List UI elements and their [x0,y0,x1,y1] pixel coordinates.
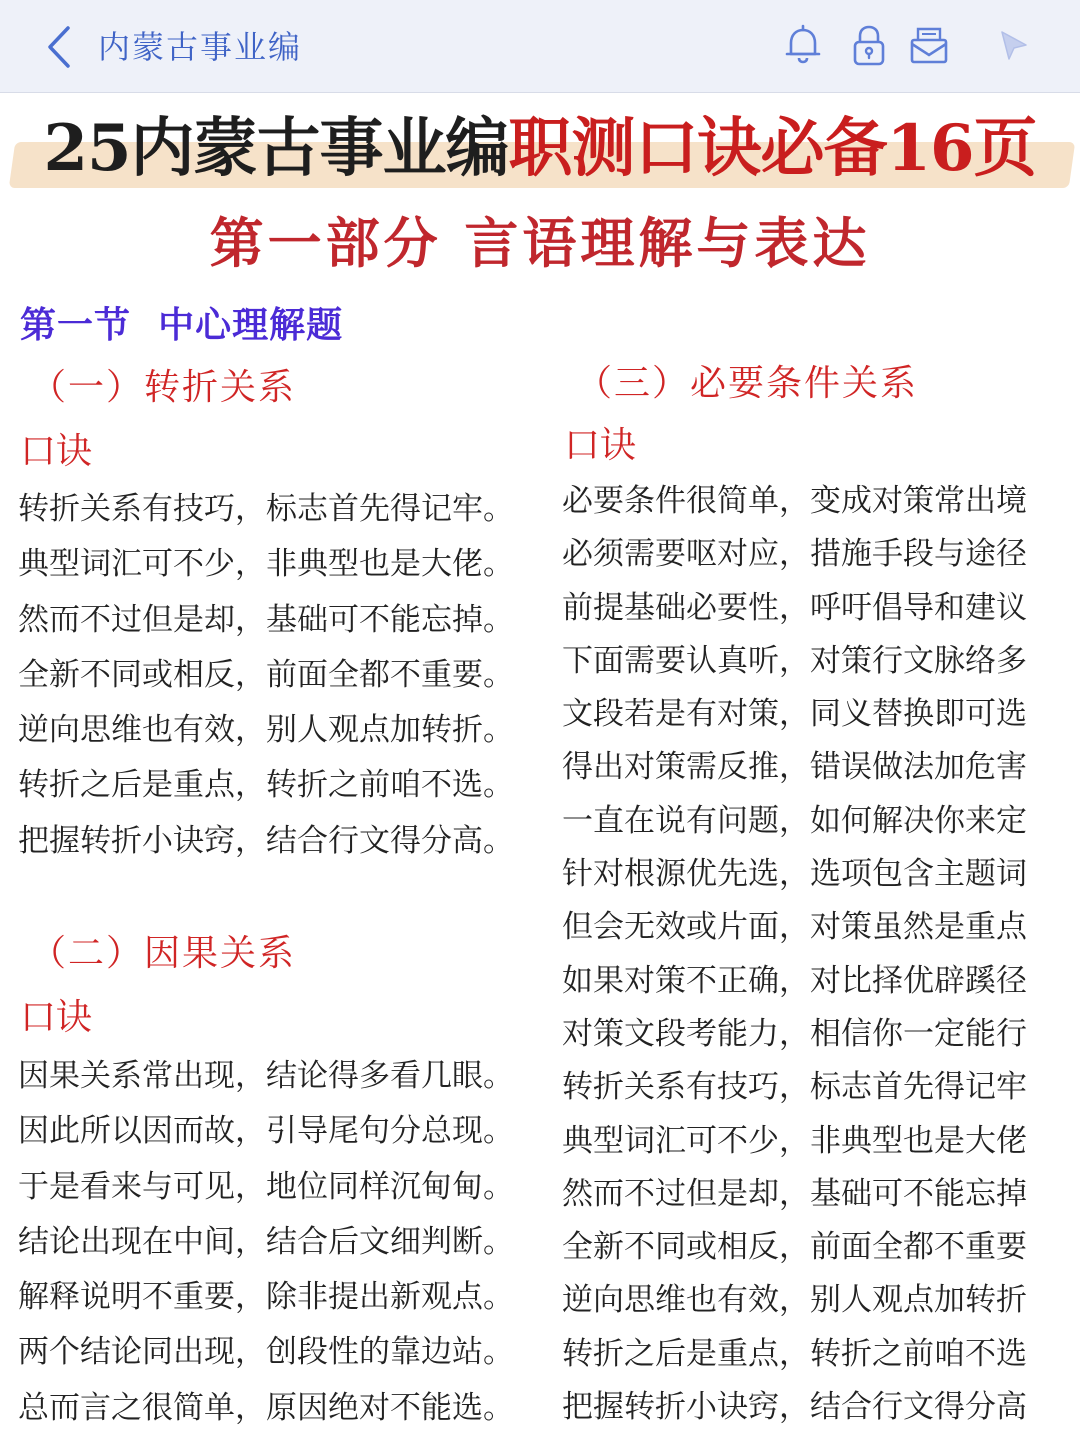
verse-line: 两个结论同出现，创段性的靠边站。 [18,1334,514,1371]
verse-line: 但会无效或片面，对策虽然是重点 [562,909,1027,946]
heading-causal: （二）因果关系 [30,933,297,974]
verse-line: 针对根源优先选，选项包含主题词 [562,856,1027,893]
verse-line: 转折之后是重点，转折之前咱不选。 [18,767,514,804]
verse-line: 解释说明不重要，除非提出新观点。 [18,1279,514,1316]
verse-line: 如果对策不正确，对比择优辟蹊径 [562,962,1027,999]
main-title-part1: 25内蒙古事业编 [43,111,509,186]
lock-button[interactable] [846,22,892,68]
verse-line: 对策文段考能力，相信你一定能行 [562,1015,1027,1052]
back-button[interactable] [40,22,84,72]
verse-line: 逆向思维也有效，别人观点加转折。 [18,712,514,749]
mnemonic-label: 口诀 [20,997,93,1038]
mail-icon [906,22,952,68]
verse-line: 因果关系常出现，结论得多看几眼。 [18,1058,514,1094]
verse-line: 文段若是有对策，同义替换即可选 [562,696,1027,733]
mnemonic-label: 口诀 [20,431,93,472]
verse-line: 全新不同或相反，前面全都不重要 [562,1229,1027,1266]
verse-line: 然而不过但是却，基础可不能忘掉。 [18,601,514,638]
verse-line: 典型词汇可不少，非典型也是大佬。 [18,546,514,583]
verse-line: 总而言之很简单，原因绝对不能选。 [18,1389,514,1426]
verse-line: 典型词汇可不少，非典型也是大佬 [562,1122,1027,1159]
verse-line: 因此所以因而故，引导尾句分总现。 [18,1113,514,1150]
causal-verse-list [18,1049,514,1436]
verse-line: 逆向思维也有效，别人观点加转折 [562,1282,1027,1319]
bell-icon [780,22,826,68]
top-navigation-bar [0,0,1080,93]
send-button[interactable] [990,22,1036,68]
section-title: 第一节 中心理解题 [20,305,344,346]
back-icon [40,22,84,72]
heading-transition: （一）转折关系 [30,367,297,408]
verse-line: 转折之后是重点，转折之前咱不选 [562,1335,1027,1372]
verse-line: 然而不过但是却，基础可不能忘掉 [562,1175,1027,1212]
main-title-part2: 职测口诀必备16页 [508,111,1037,186]
heading-necessary-condition: （三）必要条件关系 [576,363,919,404]
notification-button[interactable] [780,22,826,68]
verse-line: 前提基础必要性，呼吁倡导和建议 [562,589,1027,626]
mnemonic-label: 口诀 [564,425,637,466]
verse-line: 结论出现在中间，结合后文细判断。 [18,1223,514,1260]
verse-line: 转折关系有技巧，标志首先得记牢。 [18,491,514,527]
mail-button[interactable] [906,22,952,68]
verse-line: 转折关系有技巧，标志首先得记牢 [562,1069,1027,1106]
verse-line: 把握转折小诀窍，结合行文得分高。 [18,822,514,859]
verse-line: 得出对策需反推，错误做法加危害 [562,749,1027,786]
verse-line: 必要条件很简单，变成对策常出境 [562,483,1027,519]
verse-line: 一直在说有问题，如何解决你来定 [562,802,1027,839]
verse-line: 把握转折小诀窍，结合行文得分高 [562,1389,1027,1426]
transition-verse-list [18,482,514,869]
verse-line: 下面需要认真听，对策行文脉络多 [562,642,1027,679]
nav-title: 内蒙古事业编 [98,28,303,66]
send-icon [990,22,1036,68]
necessary-condition-verse-list [562,475,1027,1434]
part-title: 第一部分 言语理解与表达 [209,212,871,275]
main-title [0,104,1080,194]
verse-line: 必须需要呕对应，措施手段与途径 [562,536,1027,573]
lock-icon [846,22,892,68]
verse-line: 全新不同或相反，前面全都不重要。 [18,656,514,693]
verse-line: 于是看来与可见，地位同样沉甸甸。 [18,1168,514,1205]
